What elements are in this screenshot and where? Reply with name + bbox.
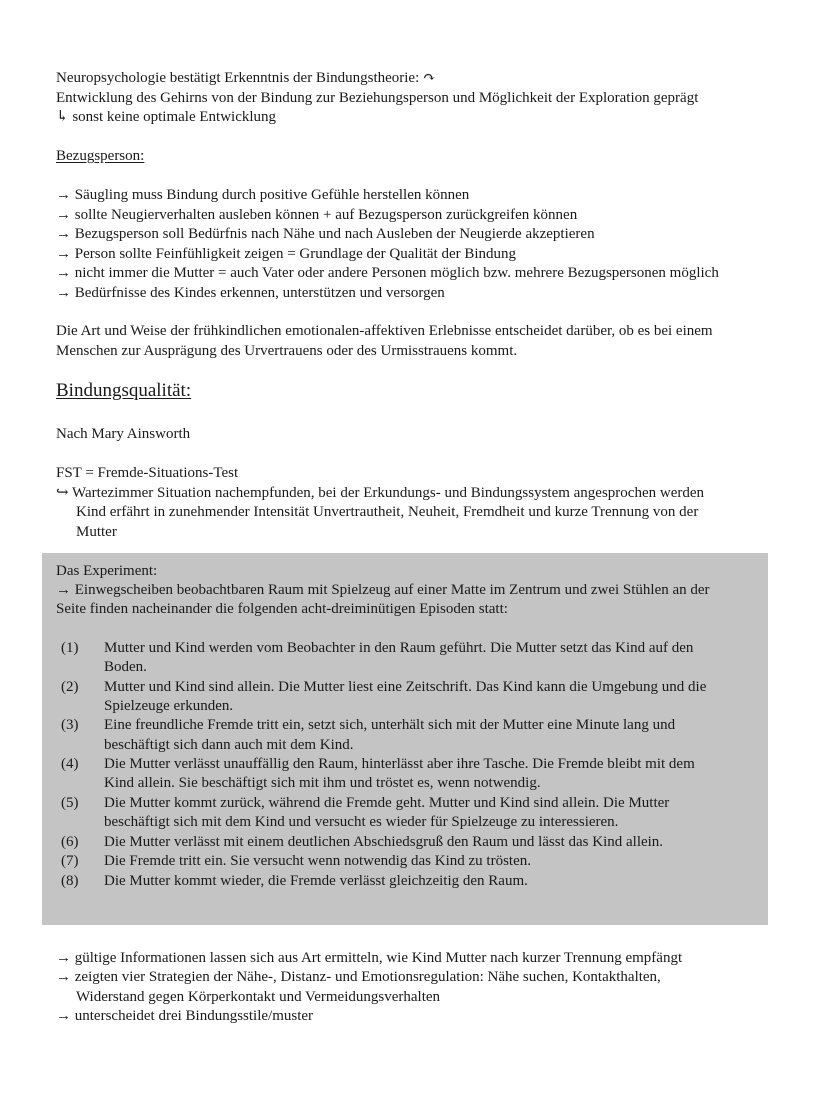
fst-desc-line-1: ↪ Wartezimmer Situation nachempfunden, bei der Erkundungs- und Bindungssystem angesprochen werden <box>56 485 705 501</box>
episode-text-cont: Boden. <box>104 659 147 675</box>
intro-line-3: ↳ sonst keine optimale Entwicklung <box>56 109 277 125</box>
episode-text: Die Mutter verlässt mit einem deutlichen Abschiedsgruß den Raum und lässt das Kind allein. <box>104 834 664 850</box>
episode-number: (3) <box>61 717 79 733</box>
experiment-title: Das Experiment: <box>56 563 158 579</box>
bezugsperson-item: → Person sollte Feinfühligkeit zeigen = Grundlage der Qualität der Bindung <box>56 246 517 262</box>
bezugsperson-item: → sollte Neugierverhalten ausleben können + auf Bezugsperson zurückgreifen können <box>56 207 578 223</box>
episode-text: Die Fremde tritt ein. Sie versucht wenn notwendig das Kind zu trösten. <box>104 853 531 869</box>
episode-text-cont: Kind allein. Sie beschäftigt sich mit ihm und tröstet es, wenn notwendig. <box>104 775 541 791</box>
episode-text: Die Mutter kommt zurück, während die Fremde geht. Mutter und Kind sind allein. Die Mutter <box>104 795 670 811</box>
episode-text: Mutter und Kind sind allein. Die Mutter liest eine Zeitschrift. Das Kind kann die Umgebung und die <box>104 679 707 695</box>
bezugsperson-item: → Bedürfnisse des Kindes erkennen, unterstützen und versorgen <box>56 285 445 301</box>
episode-text: Eine freundliche Fremde tritt ein, setzt sich, unterhält sich mit der Mutter eine Minute lang und <box>104 717 676 733</box>
episode-number: (8) <box>61 873 79 889</box>
bezugsperson-item: → Bezugsperson soll Bedürfnis nach Nähe und nach Ausleben der Neugierde akzeptieren <box>56 226 595 242</box>
conclusion-line-4: → unterscheidet drei Bindungsstile/muster <box>56 1008 314 1024</box>
episode-text: Die Mutter verlässt unauffällig den Raum, hinterlässt aber ihre Tasche. Die Fremde bleibt mit dem <box>104 756 695 772</box>
bezugsperson-heading: Bezugsperson: <box>56 148 145 164</box>
episode-number: (4) <box>61 756 79 772</box>
episode-text: Mutter und Kind werden vom Beobachter in den Raum geführt. Die Mutter setzt das Kind auf den <box>104 640 694 656</box>
experiment-intro-line-1: → Einwegscheiben beobachtbaren Raum mit Spielzeug auf einer Matte im Zentrum und zwei Stühlen an der <box>56 582 710 598</box>
episode-text: Die Mutter kommt wieder, die Fremde verlässt gleichzeitig den Raum. <box>104 873 528 889</box>
paragraph-line-2: Menschen zur Ausprägung des Urvertrauens oder des Urmisstrauens kommt. <box>56 343 518 359</box>
bezugsperson-item: → Säugling muss Bindung durch positive Gefühle herstellen können <box>56 187 470 203</box>
intro-line-1: Neuropsychologie bestätigt Erkenntnis der Bindungstheorie: ↷ <box>56 70 436 86</box>
episode-text-cont: beschäftigt sich dann auch mit dem Kind. <box>104 737 354 753</box>
episode-number: (6) <box>61 834 79 850</box>
episode-number: (2) <box>61 679 79 695</box>
episode-text-cont: Spielzeuge erkunden. <box>104 698 234 714</box>
bindungsqualitaet-heading: Bindungsqualität: <box>56 380 192 401</box>
fst-line: FST = Fremde-Situations-Test <box>56 465 239 481</box>
author-line: Nach Mary Ainsworth <box>56 426 191 442</box>
episode-text-cont: beschäftigt sich mit dem Kind und versucht es wieder für Spielzeuge zu interessieren. <box>104 814 619 830</box>
episode-number: (5) <box>61 795 79 811</box>
paragraph-line-1: Die Art und Weise der frühkindlichen emotionalen-affektiven Erlebnisse entscheidet darüber, ob es bei einem <box>56 323 713 339</box>
episode-number: (1) <box>61 640 79 656</box>
conclusion-line-1: → gültige Informationen lassen sich aus Art ermitteln, wie Kind Mutter nach kurzer Trennung empfängt <box>56 950 683 966</box>
experiment-intro-line-2: Seite finden nacheinander die folgenden acht-dreiminütigen Episoden statt: <box>56 601 508 617</box>
intro-line-2: Entwicklung des Gehirns von der Bindung zur Beziehungsperson und Möglichkeit der Exploration geprägt <box>56 90 699 106</box>
fst-desc-line-2: Kind erfährt in zunehmender Intensität Unvertrautheit, Neuheit, Fremdheit und kurze Trennung von der <box>76 504 699 520</box>
conclusion-line-2: → zeigten vier Strategien der Nähe-, Distanz- und Emotionsregulation: Nähe suchen, Kontakthalten, <box>56 969 661 985</box>
fst-desc-line-3: Mutter <box>76 524 117 540</box>
episode-number: (7) <box>61 853 79 869</box>
conclusion-line-3: Widerstand gegen Körperkontakt und Vermeidungsverhalten <box>76 989 441 1005</box>
bezugsperson-item: → nicht immer die Mutter = auch Vater oder andere Personen möglich bzw. mehrere Bezugspersonen möglich <box>56 265 719 281</box>
